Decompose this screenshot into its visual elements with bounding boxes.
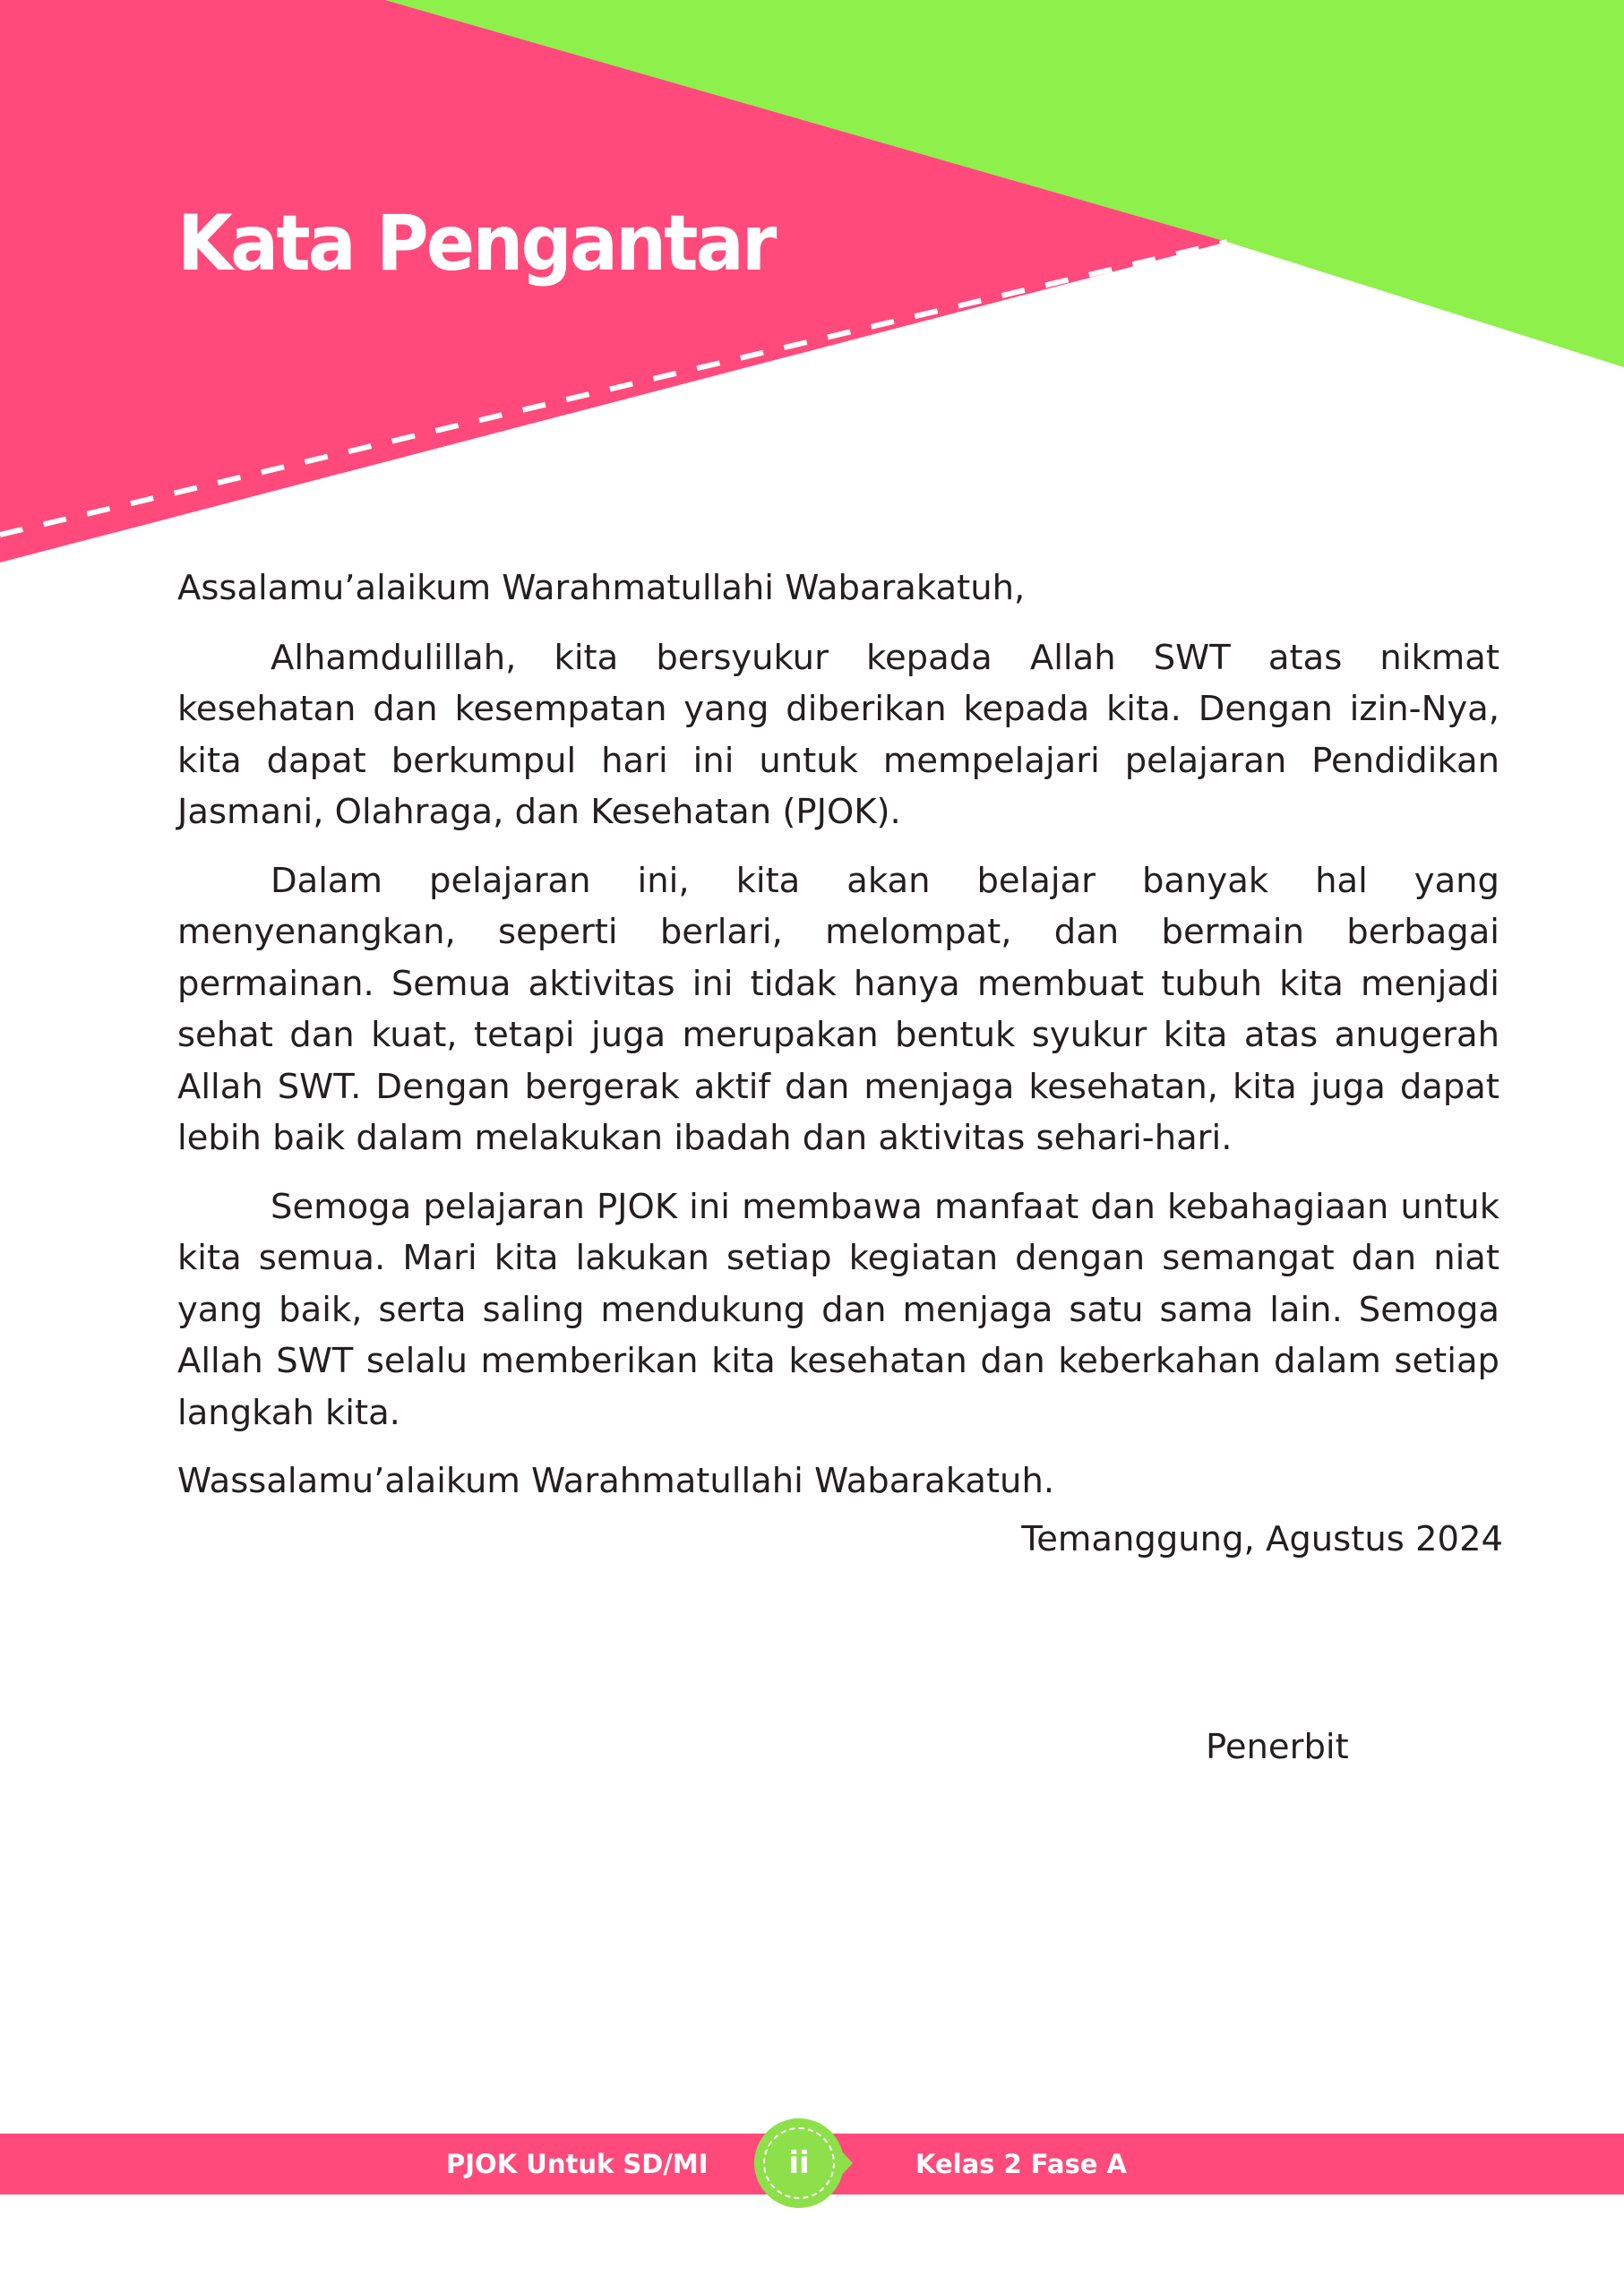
body-paragraph: Semoga pelajaran PJOK ini membawa manfaat dan kebahagiaan untuk kita semua. Mari kita lakukan setiap kegiatan dengan semangat dan niat yang baik, serta saling mendukung dan menjaga satu sama lain. Semoga Allah SWT selalu memberikan kita kesehatan dan keberkahan dalam setiap langkah kita. — [177, 1186, 1499, 1433]
closing-greeting: Wassalamu’alaikum Warahmatullahi Wabarakatuh. — [177, 1461, 1055, 1501]
page-number-badge — [754, 2118, 844, 2208]
opening-greeting: Assalamu’alaikum Warahmatullahi Wabarakatuh, — [177, 568, 1026, 608]
body-paragraph: Dalam pelajaran ini, kita akan belajar banyak hal yang menyenangkan, seperti berlari, melompat, dan bermain berbagai permainan. Semua aktivitas ini tidak hanya membuat tubuh kita menjadi sehat dan kuat, tetapi juga merupakan bentuk syukur kita atas anugerah Allah SWT. Dengan bergerak aktif dan menjaga kesehatan, kita juga dapat lebih baik dalam melakukan ibadah dan aktivitas sehari-hari. — [177, 860, 1499, 1158]
signature: Penerbit — [1206, 1727, 1349, 1767]
footer-grade: Kelas 2 Fase A — [915, 2149, 1127, 2179]
body-paragraph: Alhamdulillah, kita bersyukur kepada Allah SWT atas nikmat kesehatan dan kesempatan yang diberikan kepada kita. Dengan izin-Nya, kita dapat berkumpul hari ini untuk mempelajari pelajaran Pendidikan Jasmani, Olahraga, dan Kesehatan (PJOK). — [177, 637, 1499, 832]
letter-body — [177, 563, 1499, 1507]
place-date: Temanggung, Agustus 2024 — [1021, 1519, 1503, 1559]
footer-book-title: PJOK Untuk SD/MI — [446, 2149, 709, 2179]
page-title: Kata Pengantar — [177, 199, 775, 288]
page-number: ii — [788, 2145, 810, 2181]
